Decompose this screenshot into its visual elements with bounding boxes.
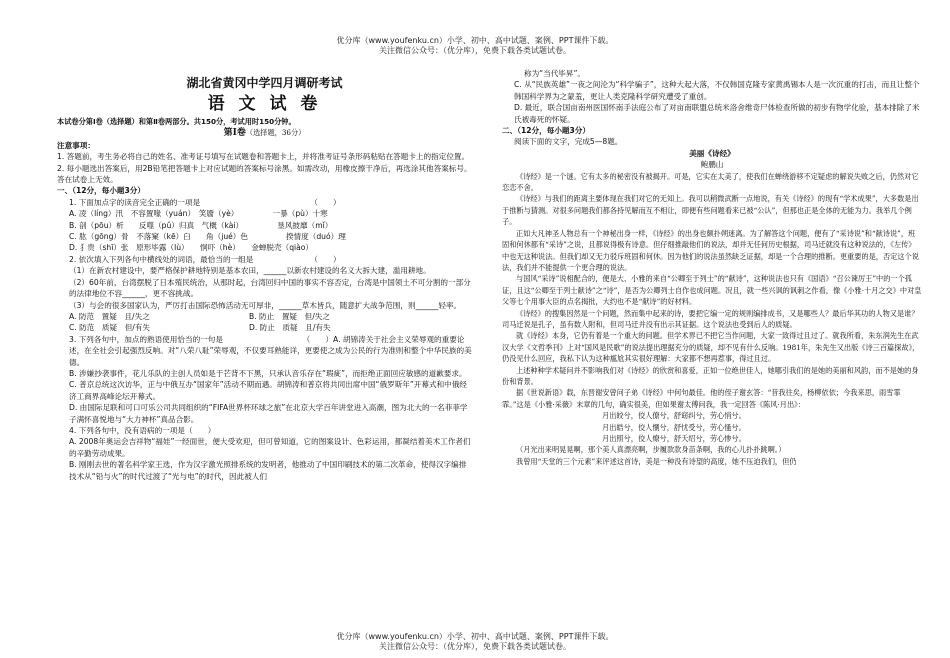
q2-sentence-3: （3）与会的很多国家认为，严厉打击国际恐怖活动无可厚非，______草木皆兵，随意扩大战争范围，则______轻率。 <box>69 300 462 310</box>
notice-item: 2. 每小题选出答案后，用2B铅笔把答题卡上对应试题的答案标号涂黑。如需改动，用橡皮擦干净后，再选涂其他答案标号。答在试卷上无效。 <box>57 163 472 185</box>
header-watermark <box>0 36 950 56</box>
q3-option-b: B. 涉嫌抄袭事件，花儿乐队的主创人员如是于芒背不下黑，只承认音乐存在“瑕疵”，而拒绝正面回应敏感的道歉要求。 <box>69 368 467 378</box>
q2-option-c: C. 防范 质疑 但/有失 <box>69 323 151 333</box>
notice-item: 1. 答题前，考生务必将自己的姓名、准考证号填写在试题卷和答题卡上，并将准考证号条形码粘贴在答题卡上的指定位置。 <box>57 152 470 162</box>
q2-sentence-1: （1）在新农村建设中，要严格保护耕地特别是基本农田，______以新农村建设的名义大拆大建，滥用耕地。 <box>69 266 431 276</box>
poem-line: 月出皎兮，佼人僚兮，舒窈纠兮，劳心悄兮。 <box>602 411 746 421</box>
poem-translation: （月光出来明晃晃啊，那个美人真漂亮啊，步履款款身苗条啊，我的心儿扑扑跳啊。） <box>516 445 786 455</box>
q2-options-row-1 <box>57 311 472 322</box>
q1-option-b: B. 剖（pōu）析 反噬（pǔ）归真 气概（kài） 垦风披靡（mǐ） <box>69 220 333 230</box>
school-title: 湖北省黄冈中学四月调研考试 <box>186 76 343 90</box>
essay-paragraph: 据《世说新语》载，东晋谢安曾问子弟《诗经》中何句最佳。他的侄子谢玄答：“昔我往矣，杨柳依依；今我来思，雨雪霏霏。”这是《小雅·采薇》末章的几句，确实很美，但如果谢太傅问我，我一定回答《陈风·月出》： <box>502 388 901 409</box>
notice-title: 注意事项： <box>57 140 95 150</box>
q1-stem: 1. 下面加点字的读音完全正确的一项是 （ ） <box>69 197 341 207</box>
poem-line: 月出照兮，佼人燎兮，舒夭绍兮，劳心惨兮。 <box>602 434 746 443</box>
q4-stem: 4. 下列各句中，没有语病的一项是（ ） <box>69 425 216 435</box>
essay-paragraph: 就《诗经》本身，它仍有着是一个重大的问题。但学术界已不把它当作问题，大家一致得过且过了。就我所看，朱东润先生在武汉大学《文哲季刊》上对“国风是民歌”的说法提出理据充分的质疑，却不见有什么反响。1981年，朱先生又出版《诗三百篇探故》，仍没见什么回应，我私下认为这种尴尬其实很好理解：大家都不想再惹事，得过且过。 <box>502 331 920 364</box>
essay-author: 鲍鹏山 <box>700 160 724 170</box>
q3-option-c: C. 普京总统这次访华，正与中俄互办“国家年”活动不期而遇。胡锦涛和普京将共同出席中国“俄罗斯年”开幕式和中俄经济工商界高峰论坛开幕式。 <box>69 380 467 401</box>
essay-title: 美丽《诗经》 <box>689 148 735 158</box>
q1-option-c: C. 肱（gōng）骨 不落窠（kē）臼 角（jué）色 揆情度（duó）理 <box>69 232 346 242</box>
q1-option-a: A. 凌（líng）汛 不容置喙（yuán） 笑靥（yè） 一暴（pù）十寒 <box>69 209 328 219</box>
q2-stem: 2. 依次填入下列各句中横线处的词语，最恰当的一组是 （ ） <box>69 254 341 264</box>
poem-line: 月出皓兮，佼人懰兮，舒忧受兮，劳心慅兮。 <box>602 422 746 432</box>
header-line-1: 优分库（www.youfenku.cn）小学、初中、高中试题、案例、PPT课件下载。 <box>336 36 614 45</box>
essay-paragraph: 《诗经》的搜集因然是一个问题，然而集中起来的诗，要把它编一定的规则编排成书，又是哪些人？最后华其功的人物又是谁？司马迁说是孔子，虽有数人附和，但司马迁并没有出示其证据。这个说法也受到后人的质疑。 <box>502 308 919 329</box>
footer-line-1: 优分库（www.youfenku.cn）小学、初中、高中试题、案例、PPT课件下载。 <box>336 632 614 641</box>
exam-info: 本试卷分第Ⅰ卷（选择题）和第Ⅱ卷两部分。共150分，考试用时150分钟。 <box>57 117 296 126</box>
q4-continuation: 称为“当代毕昇”。 <box>524 69 586 78</box>
reading-instruction: 阅读下面的文字，完成5—8题。 <box>514 137 623 147</box>
right-column <box>502 68 922 467</box>
q4-option-a: A. 2008年奥运会吉祥物“福娃”一经面世，便大受欢迎，但可曾知道，它的图案设计、色彩运用，都凝结着美术工作者们的辛勤劳动成果。 <box>69 437 471 458</box>
footer-watermark <box>0 632 950 652</box>
q2-option-a: A. 防范 置疑 且/失之 <box>69 311 150 321</box>
essay-paragraph: 上述种种学术疑问并不影响我们对《诗经》的欣赏和喜爱，正如一位绝世佳人，她哪引我们的是她的美丽和风韵，而不是她的身份和背景。 <box>502 365 919 386</box>
footer-line-2: 关注微信公众号：（优分库），免费下载各类试题试卷。 <box>379 642 571 651</box>
q3-option-d: D. 由国际足联和可口可乐公司共同组织的“FIFA世界杯环球之旅”在北京大学百年讲堂进入高潮，图为北大的一名菲菲学子满怀喜悦地与“大力神杯”真品合影。 <box>69 403 468 424</box>
q2-sentence-2: （2）60年前，台湾摆脱了日本殖民统治，从那时起，台湾回归中国的事实不容否定，台湾是中国领土不可分割的一部分的法律地位不容______，更不容挑战。 <box>69 277 471 299</box>
q1-option-d: D. 犭贵（shī）张 原形毕露（lù） 恫吓（hè） 金蝉脱壳（qiào） <box>69 243 314 253</box>
q2-option-d: D. 防止 质疑 且/有失 <box>249 323 331 333</box>
q4-option-c: C. 从“民族英雄”一夜之间沦为“科学骗子”，这种大起大落，不仅韩国克隆专家黄禹锡本人是一次沉重的打击，而且让整个韩国科学界为之蒙羞，更让人类克隆科学研究遭受了重创。 <box>514 80 920 101</box>
header-line-2: 关注微信公众号：（优分库），免费下载各类试题试卷。 <box>379 46 571 55</box>
essay-paragraph: 与国风“采诗”说相配合的，便是大、小雅的来自“公卿至于列士”的“献诗”，这种说法也只有《国语》“召公谏厉王”中的一个孤证，且这“公卿至于列士献诗”之“诗”，是否为公卿列士自作也成问题。况且，就一些兴讽的讽刺之作看，像《小雅·十月之交》中对皇父等七个用事大臣的点名揭批，大约也不是“献诗”的好材料。 <box>502 274 922 307</box>
paper-title: 语 文 试 卷 <box>207 94 322 114</box>
essay-paragraph: 《诗经》是一个谜。它有太多的秘密没有被揭开。可是，它实在太美了，使我们在蝉绕游移不定疑虑的解说失败之后，仍然对它恋恋不舍。 <box>502 171 919 193</box>
essay-paragraph: 《诗经》与我们的距离主要体现在我们对它的无知上。我可以稍微武断一点地说，有关《诗经》的现有“学术成果”，大多数是出于推断与猜测。对很多问题我们都各持见解而互不相让，即便有些问题看来已被“公认”，但那也正是全体的无能为力。我举几个例子。 <box>502 194 919 227</box>
q3-stem: 3. 下列各句中，加点的熟语使用恰当的一句是 （ ）A. 胡锦涛关于社会主义荣辱观的重要论述，在全社会引起强烈反响。对“八荣八耻”荣辱观，不仅要耳熟能详，更要使之成为公民的行为准则和整个中华民族的美德。 <box>69 334 472 367</box>
q4-option-b: B. 刚刚去世的著名科学家王选，作为汉字激光照排系统的发明者，他推动了中国印刷技术的第二次革命，使得汉字编排技术从“铅与火”的时代过渡了“光与电”的时代，因此被人们 <box>69 460 467 481</box>
section2-heading: 二、（12分，每小题3分） <box>502 126 590 136</box>
q4-option-d: D. 最近，联合国亩南州医国怀南手法庭公布了对亩南联盟总统米洛舍维奇尸体检查所做的初步有物学化验，基本排除了米氏被毒死的怀疑。 <box>514 103 920 124</box>
essay-paragraph: 正如大凡神圣人物总有一个神秘出身一样，《诗经》的出身也颇扑朔迷离。为了解答这个问题，便有了“采诗说”和“献诗说”，班固和何休都有“采诗”之说，且都说得极有诗意。但仔细推敲他们的说法，却并无任何历史根据，司马迁就没有这种说法的，《左传》中也无这种说法。但我们却又无力驳斥班固和何休。因为他们的说法虽然缺乏证据，却是一个合理的推断。更重要的是，否定这个说法，我们并不能提供一个更合理的说法。 <box>502 228 919 272</box>
section1-heading: 一、（12分，每小题3分） <box>57 186 145 196</box>
part1-heading: 第Ⅰ卷（选择题，36分） <box>223 128 306 139</box>
left-column <box>57 72 472 482</box>
essay-paragraph: 我曾用“天堂的三个元素”来评述这首诗，美是一种没有诗望的高度，她不压迫我们，但仍 <box>516 456 797 466</box>
q2-option-b: B. 防止 置疑 但/失之 <box>249 311 330 321</box>
q2-options-row-2 <box>57 322 472 333</box>
